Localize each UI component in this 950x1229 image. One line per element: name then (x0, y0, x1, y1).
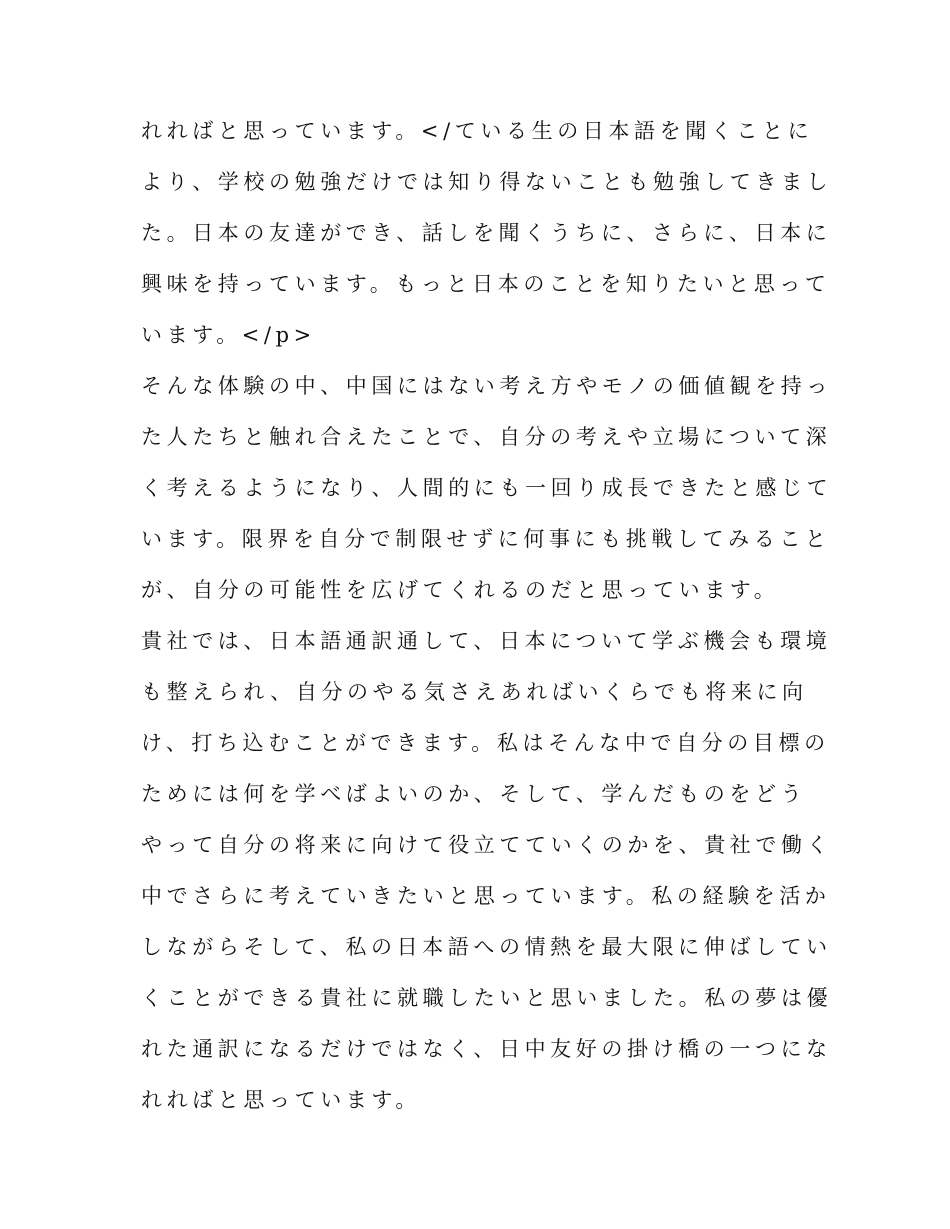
text-line: け、打ち込むことができます。私はそんな中で自分の目標の (141, 731, 830, 755)
text-line: くことができる貴社に就職したいと思いました。私の夢は優 (141, 986, 833, 1010)
text-line: く考えるようになり、人間的にも一回り成長できたと感じて (141, 476, 833, 500)
text-line: しながらそして、私の日本語への情熱を最大限に伸ばしてい (141, 935, 832, 959)
text-line: ためには何を学べばよいのか、そして、学んだものをどう (141, 782, 807, 806)
body-text (141, 106, 833, 1126)
text-line: います。</p> (141, 323, 316, 347)
text-line: そんな体験の中、中国にはない考え方やモノの価値観を持っ (141, 374, 832, 398)
text-line: が、自分の可能性を広げてくれるのだと思っています。 (141, 578, 780, 602)
text-line: れればと思っています。 (141, 1088, 421, 1112)
text-line: 中でさらに考えていきたいと思っています。私の経験を活か (141, 884, 831, 908)
text-line: 貴社では、日本語通訳通して、日本について学ぶ機会も環境 (141, 629, 832, 653)
text-line: も整えられ、自分のやる気さえあればいくらでも将来に向 (141, 680, 808, 704)
text-line: より、学校の勉強だけでは知り得ないことも勉強してきまし (141, 170, 833, 194)
text-line: た。日本の友達ができ、話しを聞くうちに、さらに、日本に (141, 221, 832, 245)
text-line: れればと思っています。</ている生の日本語を聞くことに (141, 119, 814, 143)
text-line: います。限界を自分で制限せずに何事にも挑戦してみること (141, 527, 831, 551)
text-line: た人たちと触れ合えたことで、自分の考えや立場について深 (141, 425, 832, 449)
text-line: やって自分の将来に向けて役立てていくのかを、貴社で働く (141, 833, 833, 857)
text-line: 興味を持っています。もっと日本のことを知りたいと思って (141, 272, 831, 296)
text-line: れた通訳になるだけではなく、日中友好の掛け橋の一つにな (141, 1037, 832, 1061)
